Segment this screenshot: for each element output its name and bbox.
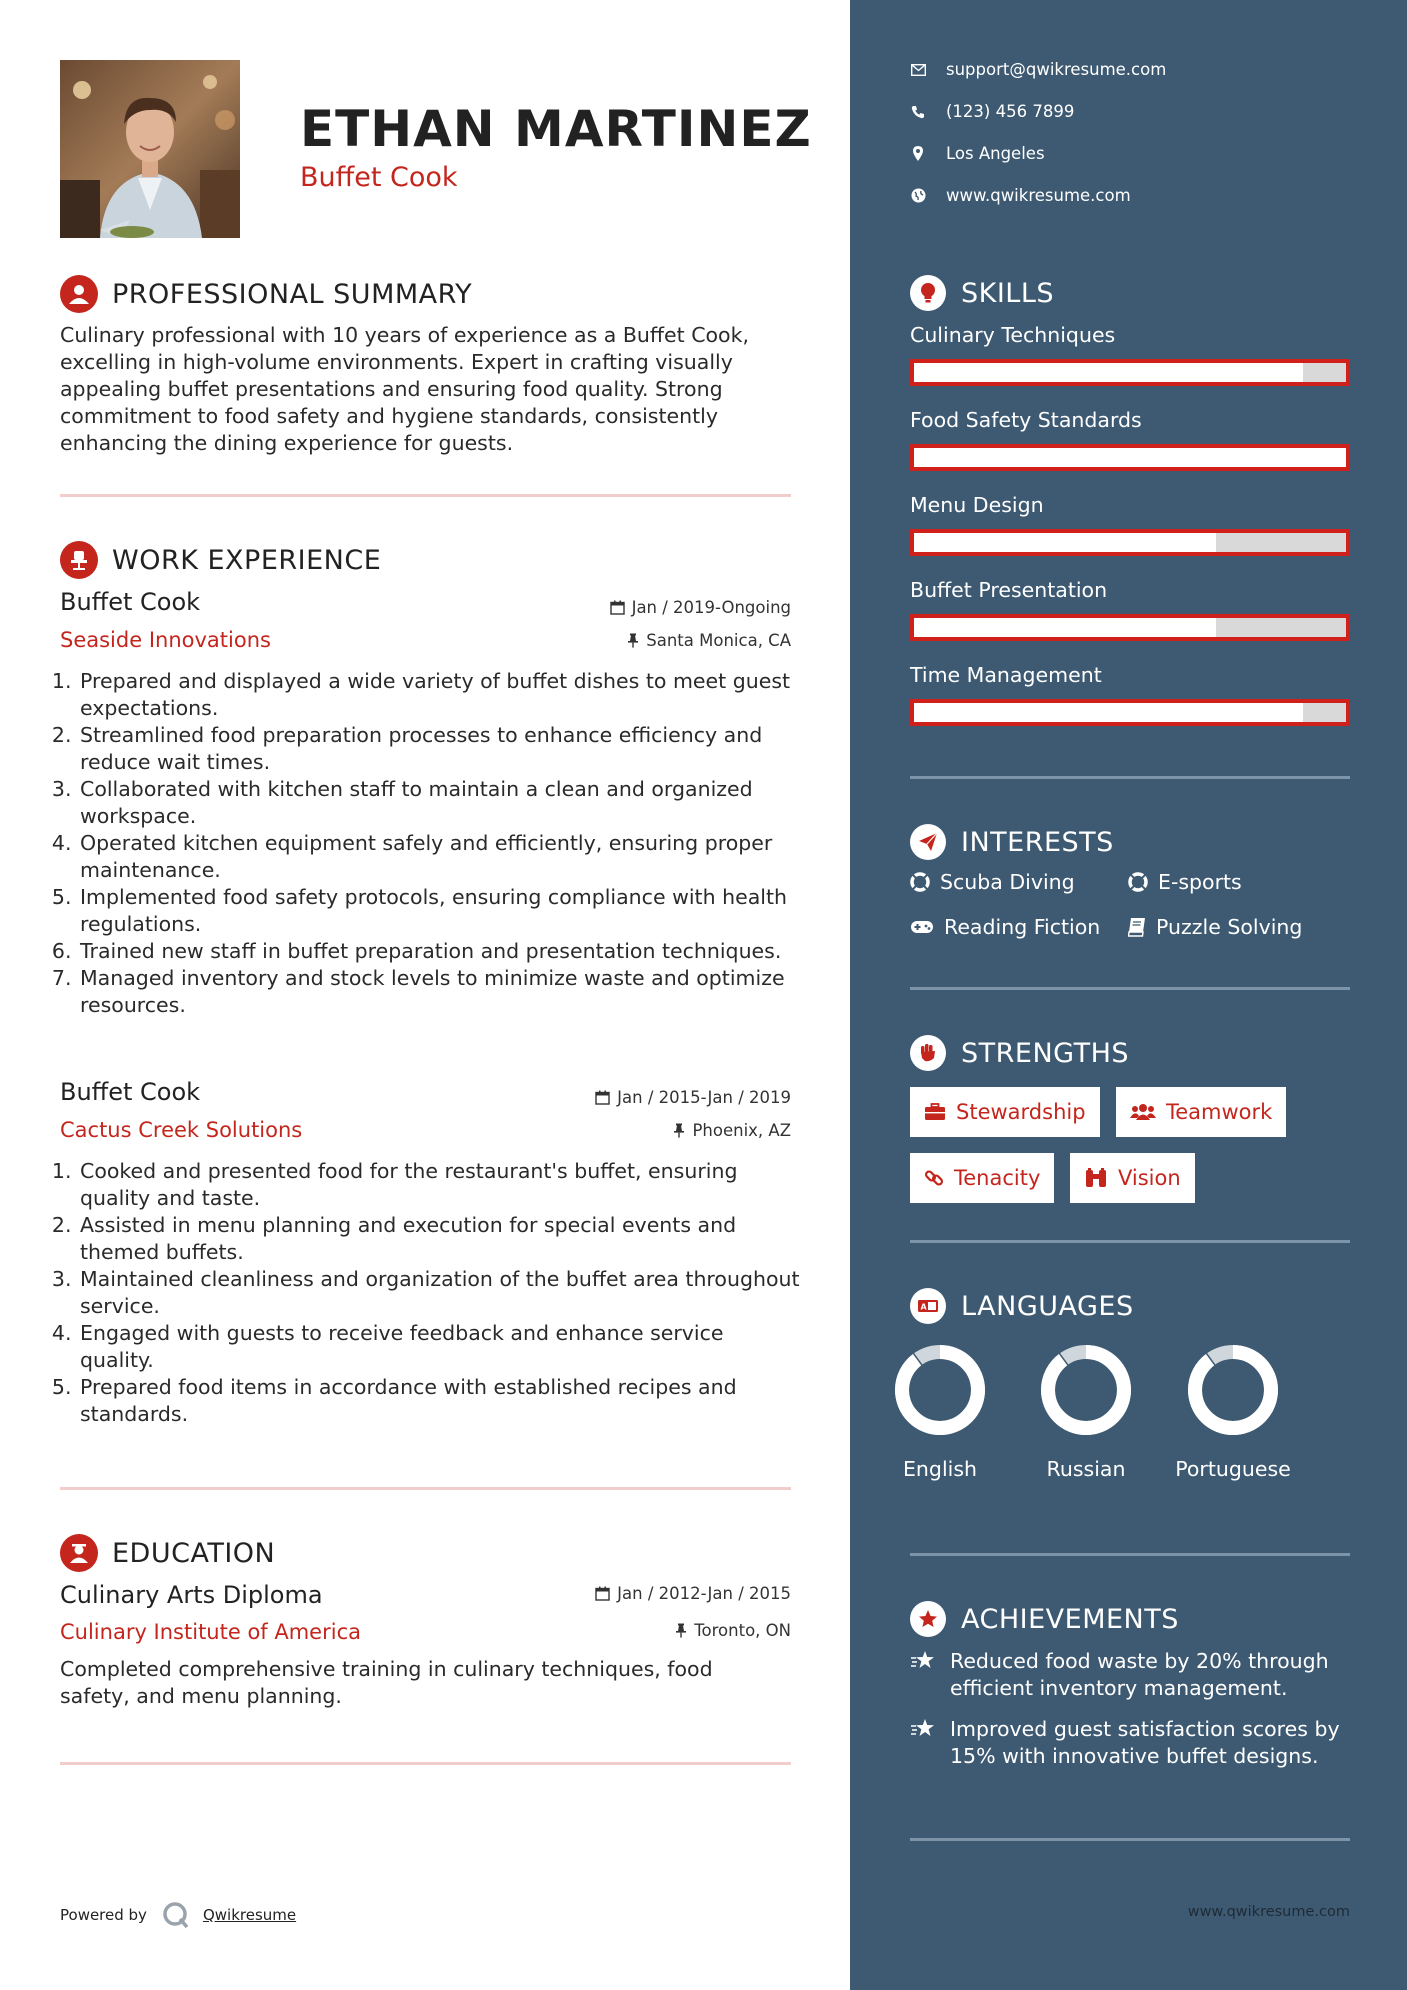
skill-name: Food Safety Standards [910, 408, 1142, 432]
list-item: 1. Prepared and displayed a wide variety of buffet dishes to meet guest expectations. [78, 668, 813, 722]
book-icon [1128, 917, 1146, 937]
list-item: 6. Trained new staff in buffet preparation and presentation techniques. [78, 938, 813, 965]
skill-level-fill [914, 533, 1216, 552]
interest-label: E-sports [1158, 870, 1242, 894]
contact-phone [910, 102, 1074, 121]
skill-level-bar [910, 699, 1350, 726]
skill-level-bar [910, 444, 1350, 471]
qwikresume-link[interactable]: Qwikresume [202, 1906, 297, 1924]
skill-level-bar [910, 614, 1350, 641]
list-item: 4. Engaged with guests to receive feedback and enhance service quality. [78, 1320, 803, 1374]
section-divider [60, 1762, 791, 1765]
skill-level-fill [914, 448, 1346, 467]
education-title: EDUCATION [112, 1537, 276, 1569]
language-item [1026, 1340, 1146, 1483]
summary-heading [60, 275, 472, 313]
list-item: 7. Managed inventory and stock levels to minimize waste and optimize resources. [78, 965, 813, 1019]
job-1-dates [610, 598, 791, 617]
skill-level-bar [910, 359, 1350, 386]
graduation-icon [60, 1534, 98, 1572]
strengths-title: STRENGTHS [961, 1037, 1130, 1069]
fist-icon [910, 1035, 946, 1071]
languages-title: LANGUAGES [961, 1290, 1134, 1322]
list-item: 5. Implemented food safety protocols, ensuring compliance with health regulations. [78, 884, 813, 938]
job-1-bullets [52, 668, 813, 1019]
skill-level-fill [914, 618, 1216, 637]
language-level-ring [890, 1340, 990, 1440]
strength-teamwork [1116, 1087, 1286, 1137]
achievements-title: ACHIEVEMENTS [961, 1603, 1179, 1635]
footer-powered-by [60, 1900, 296, 1930]
contact-email [910, 60, 1166, 79]
skills-heading [910, 275, 1054, 311]
contact-email-text[interactable]: support@qwikresume.com [946, 60, 1167, 79]
link-icon [924, 1168, 944, 1188]
footer-website[interactable]: www.qwikresume.com [1187, 1904, 1350, 1920]
list-item: 3. Collaborated with kitchen staff to maintain a clean and organized workspace. [78, 776, 813, 830]
job-1-location-text: Santa Monica, CA [646, 631, 791, 650]
job-2-bullets [52, 1158, 803, 1428]
contact-location [910, 144, 1045, 163]
interest-reading-fiction [910, 915, 1100, 939]
job-1-company: Seaside Innovations [60, 628, 271, 652]
sidebar-divider [910, 776, 1350, 779]
skill-level-fill [914, 703, 1303, 722]
pin-icon [627, 633, 639, 648]
language-ring-fill [1195, 1352, 1271, 1428]
language-level-ring [1183, 1340, 1283, 1440]
experience-heading [60, 541, 381, 579]
job-2-title: Buffet Cook [60, 1078, 201, 1106]
list-item: 3. Maintained cleanliness and organization of the buffet area throughout service. [78, 1266, 803, 1320]
strength-label: Stewardship [956, 1100, 1086, 1124]
interest-label: Scuba Diving [940, 870, 1075, 894]
gamepad-icon [910, 919, 934, 935]
interest-e-sports [1128, 870, 1242, 894]
education-dates [595, 1584, 791, 1603]
language-name: Portuguese [1175, 1457, 1291, 1481]
achievement-text: Improved guest satisfaction scores by 15% with innovative buffet designs. [950, 1717, 1340, 1768]
education-location [675, 1621, 791, 1640]
contact-location-text: Los Angeles [946, 144, 1045, 163]
lifebuoy-icon [1128, 872, 1148, 892]
strengths-heading [910, 1035, 1129, 1071]
skill-name: Time Management [910, 663, 1102, 687]
skill-name: Buffet Presentation [910, 578, 1108, 602]
list-item: 2. Assisted in menu planning and execution for special events and themed buffets. [78, 1212, 803, 1266]
education-heading [60, 1534, 275, 1572]
interest-puzzle-solving [1128, 915, 1302, 939]
star-burst-icon [910, 1650, 936, 1672]
language-item [1173, 1340, 1293, 1483]
interests-heading [910, 824, 1114, 860]
list-item: 2. Streamlined food preparation processes to enhance efficiency and reduce wait times. [78, 722, 813, 776]
interest-label: Puzzle Solving [1156, 915, 1303, 939]
skill-level-fill [914, 363, 1303, 382]
strength-label: Teamwork [1166, 1100, 1273, 1124]
achievement-item [910, 1648, 1350, 1702]
candidate-job-title: Buffet Cook [300, 162, 458, 193]
achievement-text: Reduced food waste by 20% through efficient inventory management. [950, 1649, 1329, 1700]
strength-vision [1070, 1153, 1195, 1203]
strength-tenacity [910, 1153, 1054, 1203]
education-location-text: Toronto, ON [694, 1621, 791, 1640]
job-1-location [627, 631, 791, 650]
list-item: 1. Cooked and presented food for the restaurant's buffet, ensuring quality and taste. [78, 1158, 803, 1212]
contact-website-text[interactable]: www.qwikresume.com [946, 186, 1131, 205]
language-ring-fill [1048, 1352, 1124, 1428]
language-name: Russian [1046, 1457, 1126, 1481]
lightbulb-icon [910, 275, 946, 311]
job-2-company: Cactus Creek Solutions [60, 1118, 303, 1142]
list-item: 5. Prepared food items in accordance with established recipes and standards. [78, 1374, 803, 1428]
job-1-title: Buffet Cook [60, 588, 201, 616]
strength-label: Tenacity [954, 1166, 1041, 1190]
user-icon [60, 275, 98, 313]
experience-title: WORK EXPERIENCE [112, 544, 382, 576]
language-item [880, 1340, 1000, 1483]
phone-icon [911, 105, 925, 119]
envelope-icon [911, 64, 926, 76]
summary-text: Culinary professional with 10 years of experience as a Buffet Cook, excelling in high-volume environments. Expert in crafting visually appealing buffet presentations and ensuring food quality. Strong commitment to food safety and hygiene standards, consistently enhancing the dining experience for guests. [60, 323, 749, 455]
skill-name: Culinary Techniques [910, 323, 1116, 347]
interest-label: Reading Fiction [944, 915, 1101, 939]
lifebuoy-icon [910, 872, 930, 892]
education-text: Completed comprehensive training in culinary techniques, food safety, and menu planning. [60, 1657, 713, 1708]
star-badge-icon [910, 1601, 946, 1637]
achievements-heading [910, 1601, 1179, 1637]
powered-by-label: Powered by [60, 1906, 147, 1924]
language-name: English [902, 1457, 978, 1481]
qwikresume-logo-icon [161, 1900, 191, 1930]
job-2-dates-text: Jan / 2015-Jan / 2019 [617, 1088, 791, 1107]
candidate-name: ETHAN MARTINEZ [300, 100, 812, 158]
language-ring-fill [902, 1352, 978, 1428]
chair-icon [60, 541, 98, 579]
job-2-location [673, 1121, 791, 1140]
job-1-dates-text: Jan / 2019-Ongoing [631, 598, 791, 617]
skill-name: Menu Design [910, 493, 1044, 517]
skills-title: SKILLS [961, 277, 1055, 309]
summary-title: PROFESSIONAL SUMMARY [112, 278, 473, 310]
star-burst-icon [910, 1718, 936, 1740]
profile-photo [60, 60, 240, 238]
job-2-location-text: Phoenix, AZ [692, 1121, 791, 1140]
education-dates-text: Jan / 2012-Jan / 2015 [617, 1584, 791, 1603]
calendar-icon [595, 1586, 610, 1601]
map-marker-icon [913, 146, 923, 161]
section-divider [60, 494, 791, 497]
achievement-item [910, 1716, 1350, 1770]
languages-heading [910, 1288, 1134, 1324]
sidebar-divider [910, 1553, 1350, 1556]
strength-stewardship [910, 1087, 1100, 1137]
users-icon [1130, 1103, 1156, 1121]
sidebar [850, 0, 1407, 1990]
calendar-icon [610, 600, 625, 615]
binoculars-icon [1084, 1168, 1108, 1188]
pin-icon [675, 1623, 687, 1638]
education-school: Culinary Institute of America [60, 1620, 361, 1644]
translate-icon [910, 1288, 946, 1324]
strength-label: Vision [1118, 1166, 1181, 1190]
contact-phone-text[interactable]: (123) 456 7899 [946, 102, 1075, 121]
calendar-icon [595, 1090, 610, 1105]
briefcase-icon [924, 1103, 946, 1121]
skill-level-bar [910, 529, 1350, 556]
section-divider [60, 1487, 791, 1490]
contact-website [910, 186, 1131, 205]
paper-plane-icon [910, 824, 946, 860]
sidebar-divider [910, 1838, 1350, 1841]
education-degree: Culinary Arts Diploma [60, 1581, 323, 1609]
job-2-dates [595, 1088, 791, 1107]
language-level-ring [1036, 1340, 1136, 1440]
svg-text:A: A [920, 1302, 927, 1312]
pin-icon [673, 1123, 685, 1138]
interests-title: INTERESTS [961, 826, 1114, 858]
interest-scuba-diving [910, 870, 1075, 894]
sidebar-divider [910, 1240, 1350, 1243]
list-item: 4. Operated kitchen equipment safely and efficiently, ensuring proper maintenance. [78, 830, 813, 884]
sidebar-divider [910, 987, 1350, 990]
globe-icon [911, 188, 926, 203]
